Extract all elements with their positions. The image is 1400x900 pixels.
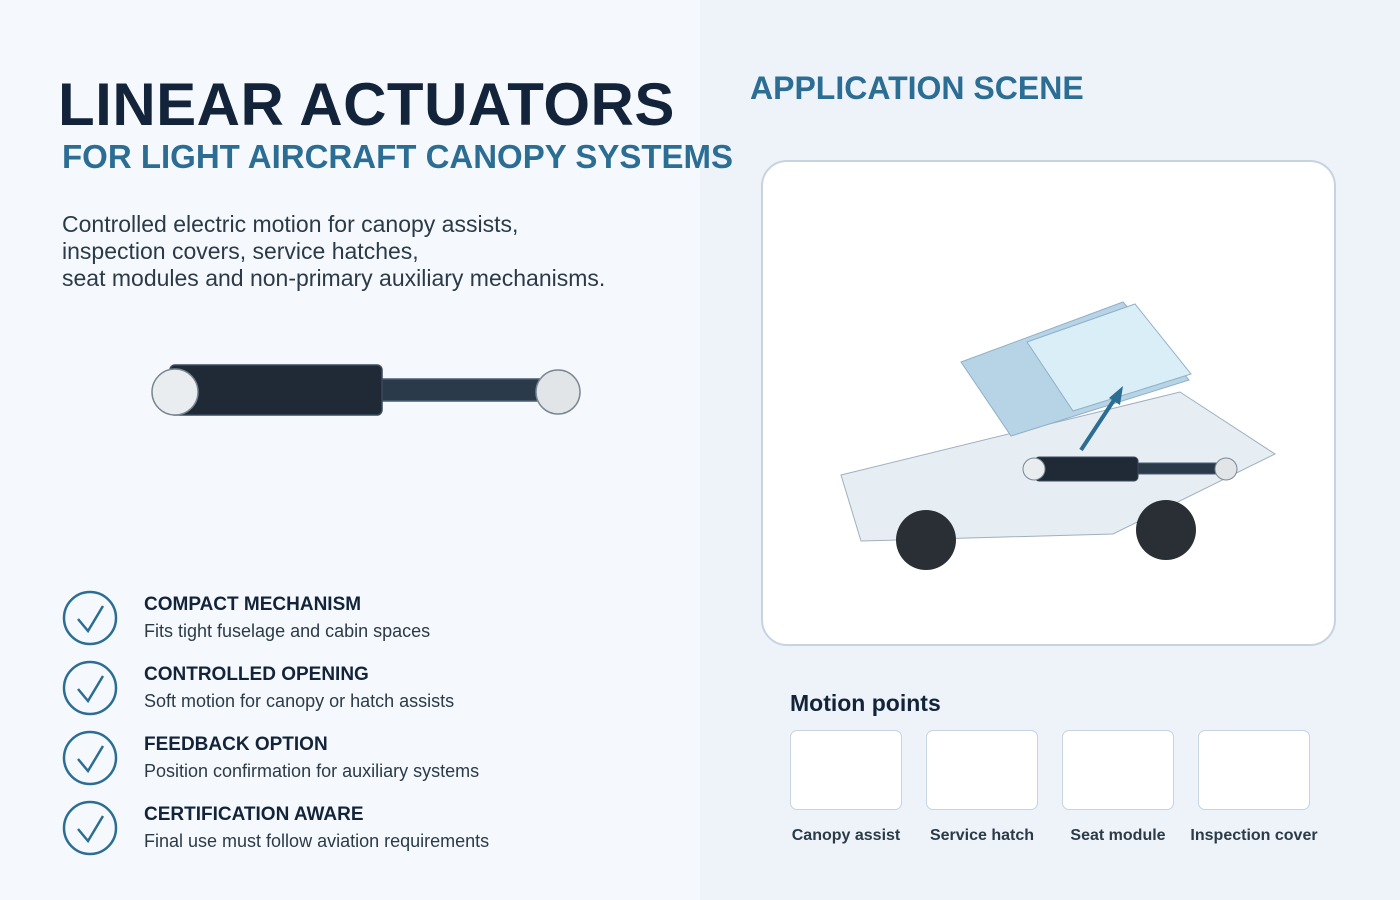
feature-description: Final use must follow aviation requirements bbox=[144, 831, 490, 851]
feature-title: CONTROLLED OPENING bbox=[144, 664, 369, 685]
scene-actuator-body bbox=[1035, 457, 1138, 481]
motion-point-tile-service-hatch[interactable] bbox=[926, 730, 1038, 810]
description-line: inspection covers, service hatches, bbox=[62, 238, 419, 264]
actuator-illustration bbox=[140, 355, 600, 435]
actuator-end-fitting bbox=[536, 370, 580, 414]
feature-description: Position confirmation for auxiliary systems bbox=[144, 761, 480, 781]
feature-title: COMPACT MECHANISM bbox=[144, 594, 362, 615]
motion-point-tile-seat-module[interactable] bbox=[1062, 730, 1174, 810]
page-subtitle: FOR LIGHT AIRCRAFT CANOPY SYSTEMS bbox=[62, 138, 734, 175]
feature-title: CERTIFICATION AWARE bbox=[144, 804, 364, 825]
wheel bbox=[1136, 500, 1196, 560]
actuator-body bbox=[170, 365, 382, 415]
feature-title: FEEDBACK OPTION bbox=[144, 734, 328, 755]
description-line: seat modules and non-primary auxiliary mechanisms. bbox=[62, 265, 606, 291]
check-circle-icon bbox=[62, 730, 118, 786]
motion-point-label: Canopy assist bbox=[791, 827, 901, 844]
description bbox=[62, 211, 605, 292]
check-circle-icon bbox=[62, 800, 118, 856]
application-scene-card bbox=[761, 160, 1336, 646]
feature-description: Soft motion for canopy or hatch assists bbox=[144, 691, 455, 711]
scene-actuator-end bbox=[1023, 458, 1045, 480]
check-circle-icon bbox=[62, 660, 118, 716]
motion-points-title: Motion points bbox=[790, 690, 941, 716]
scene-title: APPLICATION SCENE bbox=[750, 70, 1084, 106]
page-title: LINEAR ACTUATORS bbox=[58, 71, 675, 138]
motion-point-label: Inspection cover bbox=[1190, 827, 1318, 844]
motion-point-label: Service hatch bbox=[929, 827, 1035, 844]
feature-description: Fits tight fuselage and cabin spaces bbox=[144, 621, 431, 641]
actuator-rod bbox=[362, 379, 544, 401]
motion-point-tile-canopy-assist[interactable] bbox=[790, 730, 902, 810]
description-line: Controlled electric motion for canopy assists, bbox=[62, 211, 519, 237]
scene-actuator-end bbox=[1215, 458, 1237, 480]
motion-point-tile-inspection-cover[interactable] bbox=[1198, 730, 1310, 810]
wheel bbox=[896, 510, 956, 570]
actuator-end-fitting bbox=[152, 369, 198, 415]
motion-point-label: Seat module bbox=[1070, 827, 1166, 844]
aircraft-scene-illustration bbox=[763, 162, 1334, 644]
check-circle-icon bbox=[62, 590, 118, 646]
